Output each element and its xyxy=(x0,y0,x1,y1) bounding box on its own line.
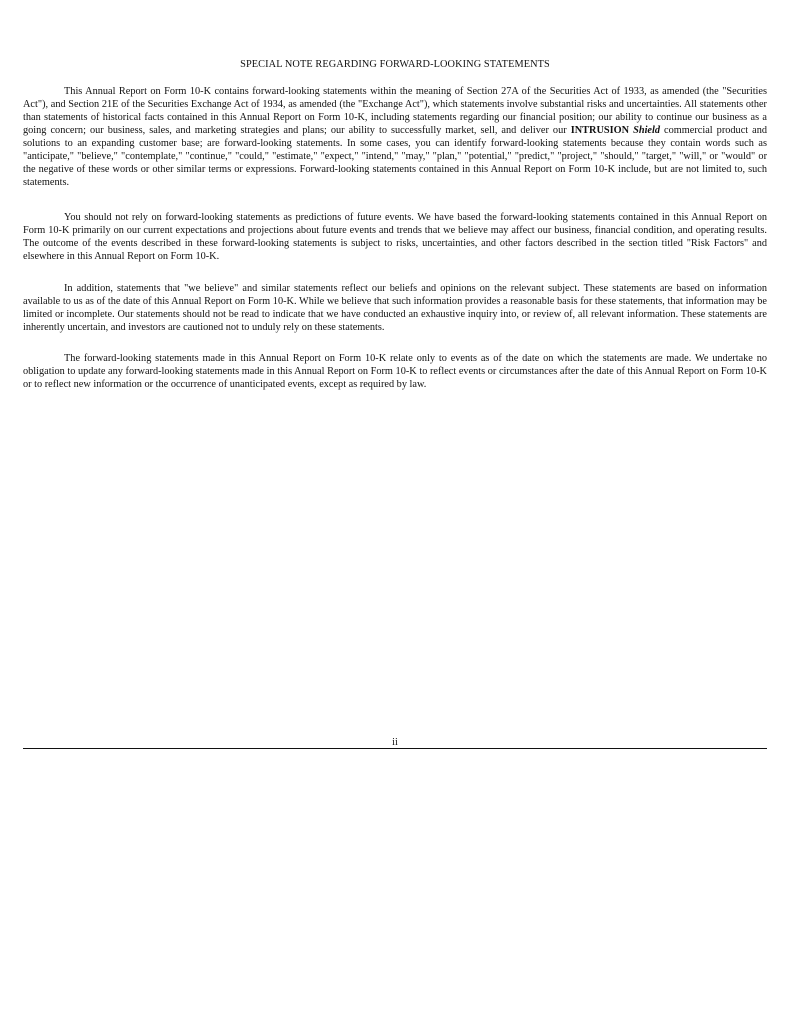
paragraph-reliance: You should not rely on forward-looking statements as predictions of future events. We have based the forward-looking statements contained in this Annual Report on Form 10-K primarily on our current expectations and projections about future events and trends that we believe may affect our business, financial condition, and operating results. The outcome of the events described in these forward-looking statements is subject to risks, uncertainties, and other factors described in the section titled "Risk Factors" and elsewhere in this Annual Report on Form 10-K. xyxy=(23,212,767,262)
brand-product: Shield xyxy=(633,125,661,136)
paragraph-no-update: The forward-looking statements made in this Annual Report on Form 10-K relate only to events as of the date on which the statements are made. We undertake no obligation to update any forward-looking statements made in this Annual Report on Form 10-K to reflect events or circumstances after the date of this Annual Report on Form 10-K or to reflect new information or the occurrence of unanticipated events, except as required by law. xyxy=(23,353,767,390)
paragraph-text: This Annual Report on Form 10-K contains forward-looking statements within the meaning of Section 27A of the Securities Act of 1933, as amended (the "Securities Act"), and Section 21E of the Securities Exchange Act of 1934, as amended (the "Exchange Act"), which statements involve substantial risks and uncertainties. All statements other than statements of historical facts contained in this Annual Report on Form 10-K, including statements regarding our financial position; our ability to continue our business as a going concern; our business, sales, and marketing strategies and plans; our ability to successfully market, sell, and deliver our xyxy=(23,86,767,136)
paragraph-forward-looking-intro xyxy=(23,85,767,189)
paragraph-text: commercial product and solutions to an expanding customer base; are forward-looking statements. In some cases, you can identify forward-looking statements because they contain words such as "anticipate," "believe," "contemplate," "continue," "could," "estimate," "expect," "intend," "may," "plan," "potential," "predict," "project," "should," "target," "will," or "would" or the negative of these words or other similar terms or expressions. Forward-looking statements contained in this Annual Report on Form 10-K include, but are not limited to, such statements. xyxy=(23,125,768,188)
brand-name: INTRUSION Shield xyxy=(570,125,661,136)
paragraph-beliefs: In addition, statements that "we believe" and similar statements reflect our beliefs and opinions on the relevant subject. These statements are based on information available to us as of the date of this Annual Report on Form 10-K. While we believe that such information provides a reasonable basis for these statements, that information may be limited or incomplete. Our statements should not be read to indicate that we have conducted an exhaustive inquiry into, or review of, all relevant information. These statements are inherently uncertain, and investors are cautioned not to unduly rely on these statements. xyxy=(23,283,767,333)
page-number: ii xyxy=(392,737,398,748)
page-title: SPECIAL NOTE REGARDING FORWARD-LOOKING STATEMENTS xyxy=(240,59,550,70)
footer-divider xyxy=(23,748,767,749)
